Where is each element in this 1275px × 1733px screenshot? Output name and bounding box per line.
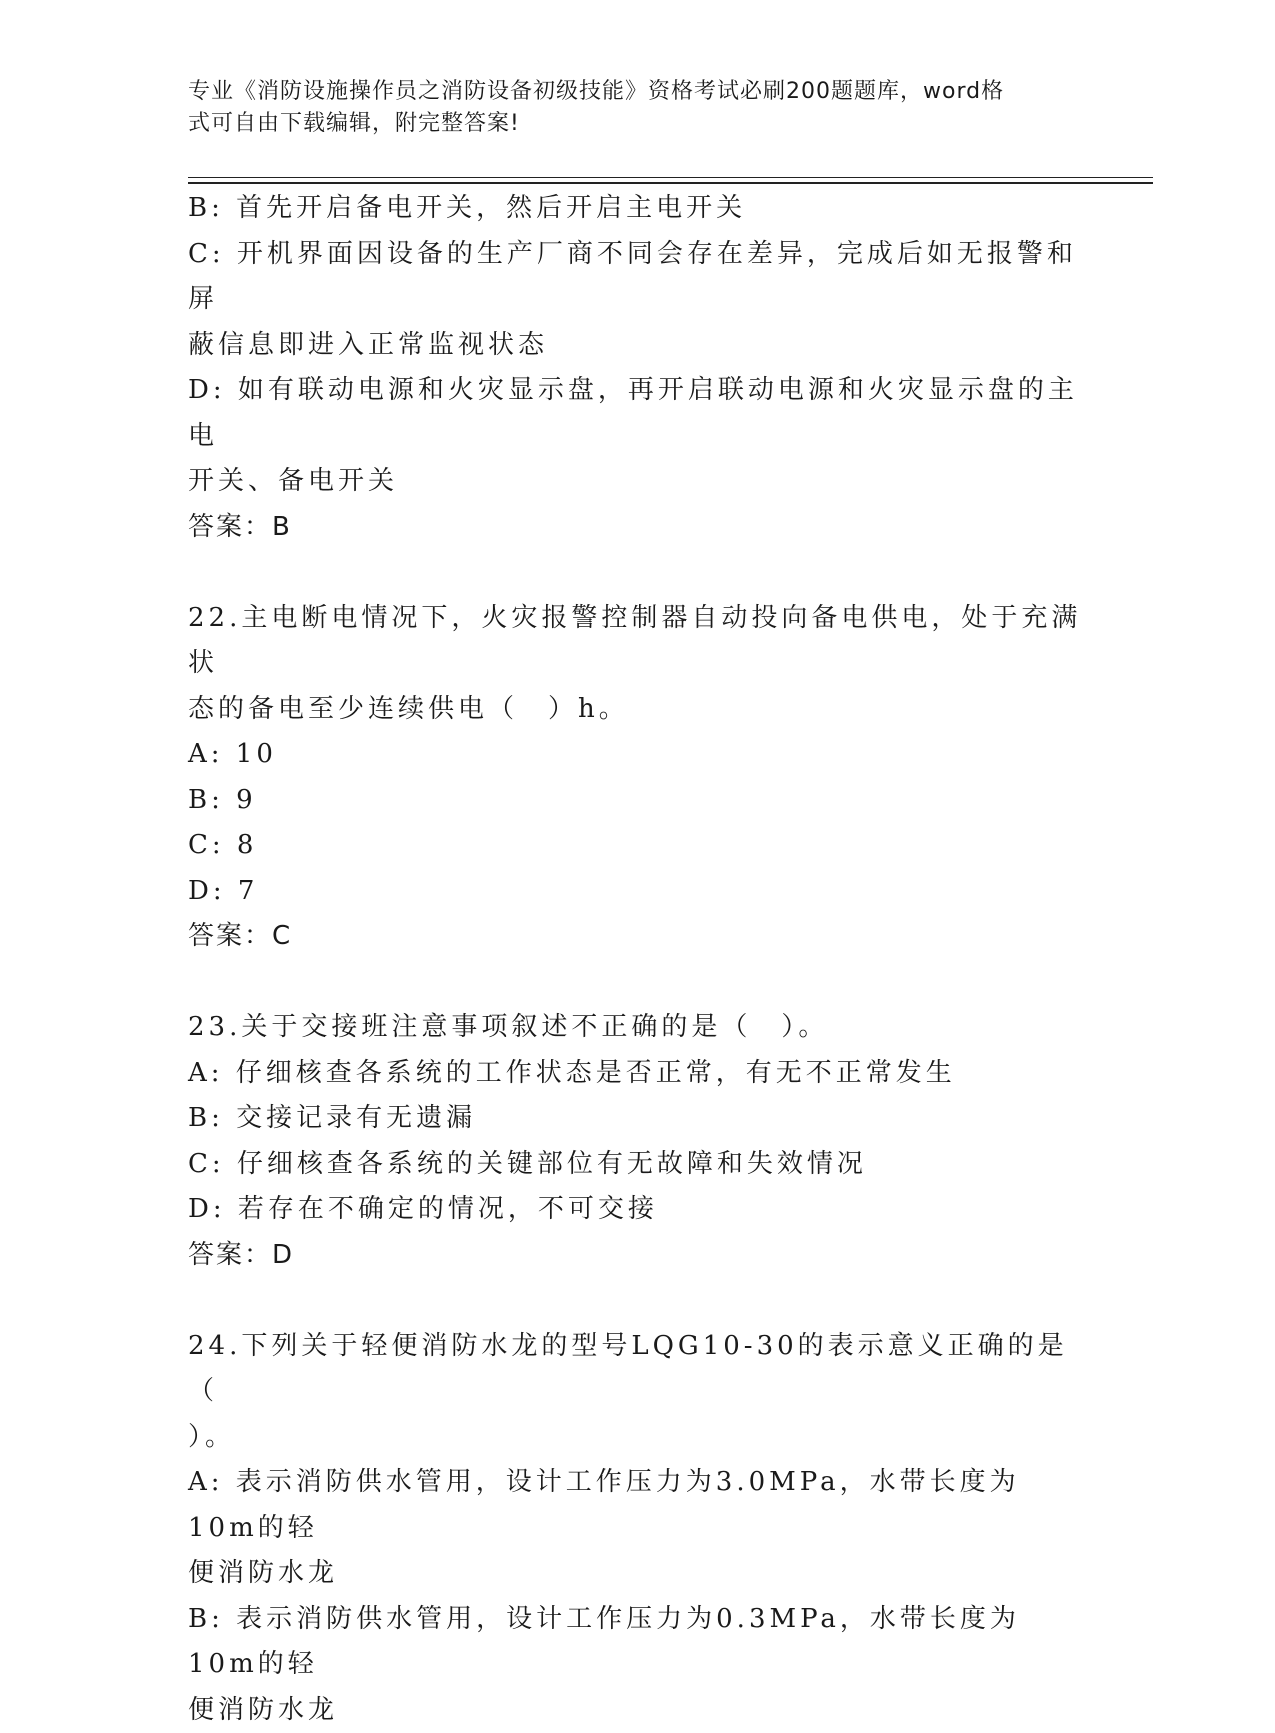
- option-c-cont: 蔽信息即进入正常监视状态: [188, 323, 1088, 369]
- option-b: B: 9: [188, 778, 1088, 824]
- option-b: B: 表示消防供水管用，设计工作压力为0.3MPa，水带长度为10m的轻: [188, 1597, 1088, 1688]
- option-d: D: 如有联动电源和火灾显示盘，再开启联动电源和火灾显示盘的主电: [188, 368, 1088, 459]
- option-b: B: 交接记录有无遗漏: [188, 1096, 1088, 1142]
- option-d: D: 若存在不确定的情况，不可交接: [188, 1187, 1088, 1233]
- question-text: 23.关于交接班注意事项叙述不正确的是（ ）。: [188, 1005, 1088, 1051]
- option-a: A: 仔细核查各系统的工作状态是否正常，有无不正常发生: [188, 1051, 1088, 1097]
- question-text-cont: 态的备电至少连续供电（ ）h。: [188, 687, 1088, 733]
- answer: 答案：C: [188, 914, 1088, 960]
- question-text-cont: ）。: [188, 1415, 1088, 1461]
- option-d-cont: 开关、备电开关: [188, 459, 1088, 505]
- option-a-cont: 便消防水龙: [188, 1551, 1088, 1597]
- option-a: A: 10: [188, 732, 1088, 778]
- header-divider-thin: [188, 177, 1153, 178]
- question-block-23: [188, 1005, 1088, 1278]
- spacer: [188, 960, 1088, 1006]
- header-line-2: 式可自由下载编辑，附完整答案!: [188, 108, 1068, 140]
- answer: 答案：B: [188, 505, 1088, 551]
- option-c: C: 仔细核查各系统的关键部位有无故障和失效情况: [188, 1142, 1088, 1188]
- option-d: D: 7: [188, 869, 1088, 915]
- option-b-cont: 便消防水龙: [188, 1688, 1088, 1733]
- option-c: C: 开机界面因设备的生产厂商不同会存在差异，完成后如无报警和屏: [188, 232, 1088, 323]
- answer: 答案：D: [188, 1233, 1088, 1279]
- spacer: [188, 550, 1088, 596]
- question-content: [188, 186, 1088, 1733]
- question-text: 24.下列关于轻便消防水龙的型号LQG10-30的表示意义正确的是（: [188, 1324, 1088, 1415]
- question-block-24: [188, 1324, 1088, 1733]
- option-a: A: 表示消防供水管用，设计工作压力为3.0MPa，水带长度为10m的轻: [188, 1460, 1088, 1551]
- question-text: 22.主电断电情况下，火灾报警控制器自动投向备电供电，处于充满状: [188, 596, 1088, 687]
- header-line-1: 专业《消防设施操作员之消防设备初级技能》资格考试必刷200题题库，word格: [188, 76, 1068, 108]
- spacer: [188, 1278, 1088, 1324]
- header-divider-thick: [188, 182, 1153, 184]
- option-b: B: 首先开启备电开关，然后开启主电开关: [188, 186, 1088, 232]
- question-block-21: [188, 186, 1088, 550]
- question-block-22: [188, 596, 1088, 960]
- option-c: C: 8: [188, 823, 1088, 869]
- document-header: [188, 76, 1068, 140]
